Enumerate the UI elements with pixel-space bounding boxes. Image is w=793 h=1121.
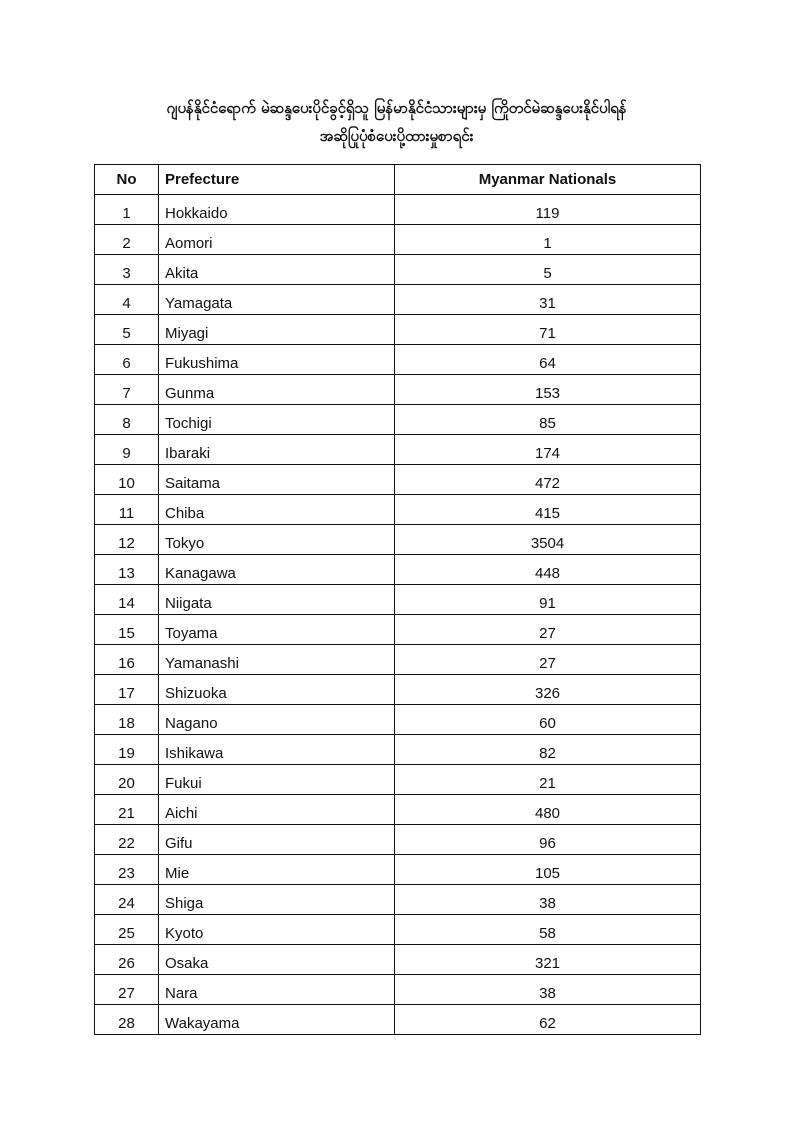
row-myanmar-nationals-count: 174: [395, 435, 701, 465]
row-myanmar-nationals-count: 27: [395, 645, 701, 675]
header-no: No: [95, 165, 159, 195]
row-number: 16: [95, 645, 159, 675]
row-prefecture: Nara: [159, 975, 395, 1005]
row-prefecture: Fukui: [159, 765, 395, 795]
row-prefecture: Wakayama: [159, 1005, 395, 1035]
row-number: 22: [95, 825, 159, 855]
row-prefecture: Mie: [159, 855, 395, 885]
row-prefecture: Kanagawa: [159, 555, 395, 585]
row-prefecture: Fukushima: [159, 345, 395, 375]
row-myanmar-nationals-count: 105: [395, 855, 701, 885]
row-myanmar-nationals-count: 85: [395, 405, 701, 435]
row-prefecture: Shizuoka: [159, 675, 395, 705]
row-prefecture: Kyoto: [159, 915, 395, 945]
row-prefecture: Niigata: [159, 585, 395, 615]
row-myanmar-nationals-count: 3504: [395, 525, 701, 555]
title-line-1: ဂျပန်နိုင်ငံရောက် မဲဆန္ဒပေးပိုင်ခွင့်ရှိသူ မြန်မာနိုင်ငံသားများမှ ကြိုတင်မဲဆန္ဒပေးနိုင်ပါရန်: [166, 99, 627, 117]
table-row: [95, 225, 701, 255]
header-myanmar-nationals: Myanmar Nationals: [395, 165, 701, 195]
row-prefecture: Toyama: [159, 615, 395, 645]
row-prefecture: Shiga: [159, 885, 395, 915]
row-myanmar-nationals-count: 1: [395, 225, 701, 255]
table-row: [95, 765, 701, 795]
row-myanmar-nationals-count: 31: [395, 285, 701, 315]
row-prefecture: Akita: [159, 255, 395, 285]
table-row: [95, 195, 701, 225]
row-number: 11: [95, 495, 159, 525]
table-row: [95, 525, 701, 555]
row-myanmar-nationals-count: 38: [395, 885, 701, 915]
row-prefecture: Aichi: [159, 795, 395, 825]
table-row: [95, 495, 701, 525]
table-row: [95, 405, 701, 435]
row-prefecture: Miyagi: [159, 315, 395, 345]
row-myanmar-nationals-count: 60: [395, 705, 701, 735]
row-prefecture: Yamagata: [159, 285, 395, 315]
table-row: [95, 615, 701, 645]
row-number: 18: [95, 705, 159, 735]
row-myanmar-nationals-count: 38: [395, 975, 701, 1005]
row-number: 3: [95, 255, 159, 285]
table-row: [95, 795, 701, 825]
table-row: [95, 945, 701, 975]
row-number: 4: [95, 285, 159, 315]
row-number: 6: [95, 345, 159, 375]
row-number: 5: [95, 315, 159, 345]
row-number: 2: [95, 225, 159, 255]
table-row: [95, 255, 701, 285]
row-number: 13: [95, 555, 159, 585]
row-number: 24: [95, 885, 159, 915]
table-row: [95, 975, 701, 1005]
document-title: [60, 94, 733, 150]
row-prefecture: Gifu: [159, 825, 395, 855]
row-number: 25: [95, 915, 159, 945]
table-row: [95, 315, 701, 345]
row-number: 21: [95, 795, 159, 825]
row-myanmar-nationals-count: 5: [395, 255, 701, 285]
row-prefecture: Hokkaido: [159, 195, 395, 225]
row-prefecture: Nagano: [159, 705, 395, 735]
table-row: [95, 885, 701, 915]
row-number: 15: [95, 615, 159, 645]
table-row: [95, 735, 701, 765]
row-number: 14: [95, 585, 159, 615]
row-prefecture: Saitama: [159, 465, 395, 495]
title-line-2: အဆိုပြုပုံစံပေးပို့ထားမှုစာရင်း: [319, 127, 474, 145]
table-row: [95, 585, 701, 615]
table-row: [95, 645, 701, 675]
row-number: 27: [95, 975, 159, 1005]
row-prefecture: Gunma: [159, 375, 395, 405]
row-number: 23: [95, 855, 159, 885]
row-myanmar-nationals-count: 91: [395, 585, 701, 615]
row-number: 28: [95, 1005, 159, 1035]
table-body: [95, 195, 701, 1035]
row-prefecture: Ibaraki: [159, 435, 395, 465]
row-myanmar-nationals-count: 321: [395, 945, 701, 975]
row-myanmar-nationals-count: 415: [395, 495, 701, 525]
row-myanmar-nationals-count: 27: [395, 615, 701, 645]
row-myanmar-nationals-count: 119: [395, 195, 701, 225]
row-myanmar-nationals-count: 448: [395, 555, 701, 585]
row-myanmar-nationals-count: 58: [395, 915, 701, 945]
table-row: [95, 855, 701, 885]
row-myanmar-nationals-count: 64: [395, 345, 701, 375]
row-myanmar-nationals-count: 21: [395, 765, 701, 795]
row-number: 20: [95, 765, 159, 795]
table-row: [95, 675, 701, 705]
row-number: 12: [95, 525, 159, 555]
row-myanmar-nationals-count: 472: [395, 465, 701, 495]
table-row: [95, 345, 701, 375]
table-row: [95, 375, 701, 405]
header-prefecture: Prefecture: [159, 165, 395, 195]
row-number: 26: [95, 945, 159, 975]
row-number: 8: [95, 405, 159, 435]
row-prefecture: Yamanashi: [159, 645, 395, 675]
row-myanmar-nationals-count: 480: [395, 795, 701, 825]
row-prefecture: Tokyo: [159, 525, 395, 555]
row-myanmar-nationals-count: 326: [395, 675, 701, 705]
table-row: [95, 285, 701, 315]
row-myanmar-nationals-count: 82: [395, 735, 701, 765]
row-myanmar-nationals-count: 71: [395, 315, 701, 345]
table-row: [95, 1005, 701, 1035]
row-myanmar-nationals-count: 153: [395, 375, 701, 405]
voter-count-table: [94, 164, 701, 1035]
row-number: 1: [95, 195, 159, 225]
row-prefecture: Osaka: [159, 945, 395, 975]
row-prefecture: Aomori: [159, 225, 395, 255]
table-header-row: [95, 165, 701, 195]
row-prefecture: Chiba: [159, 495, 395, 525]
row-number: 7: [95, 375, 159, 405]
row-number: 10: [95, 465, 159, 495]
table-row: [95, 915, 701, 945]
row-number: 19: [95, 735, 159, 765]
row-myanmar-nationals-count: 62: [395, 1005, 701, 1035]
table-row: [95, 555, 701, 585]
row-myanmar-nationals-count: 96: [395, 825, 701, 855]
table-row: [95, 435, 701, 465]
row-number: 17: [95, 675, 159, 705]
table-row: [95, 825, 701, 855]
table-row: [95, 465, 701, 495]
row-prefecture: Ishikawa: [159, 735, 395, 765]
row-number: 9: [95, 435, 159, 465]
row-prefecture: Tochigi: [159, 405, 395, 435]
table-row: [95, 705, 701, 735]
